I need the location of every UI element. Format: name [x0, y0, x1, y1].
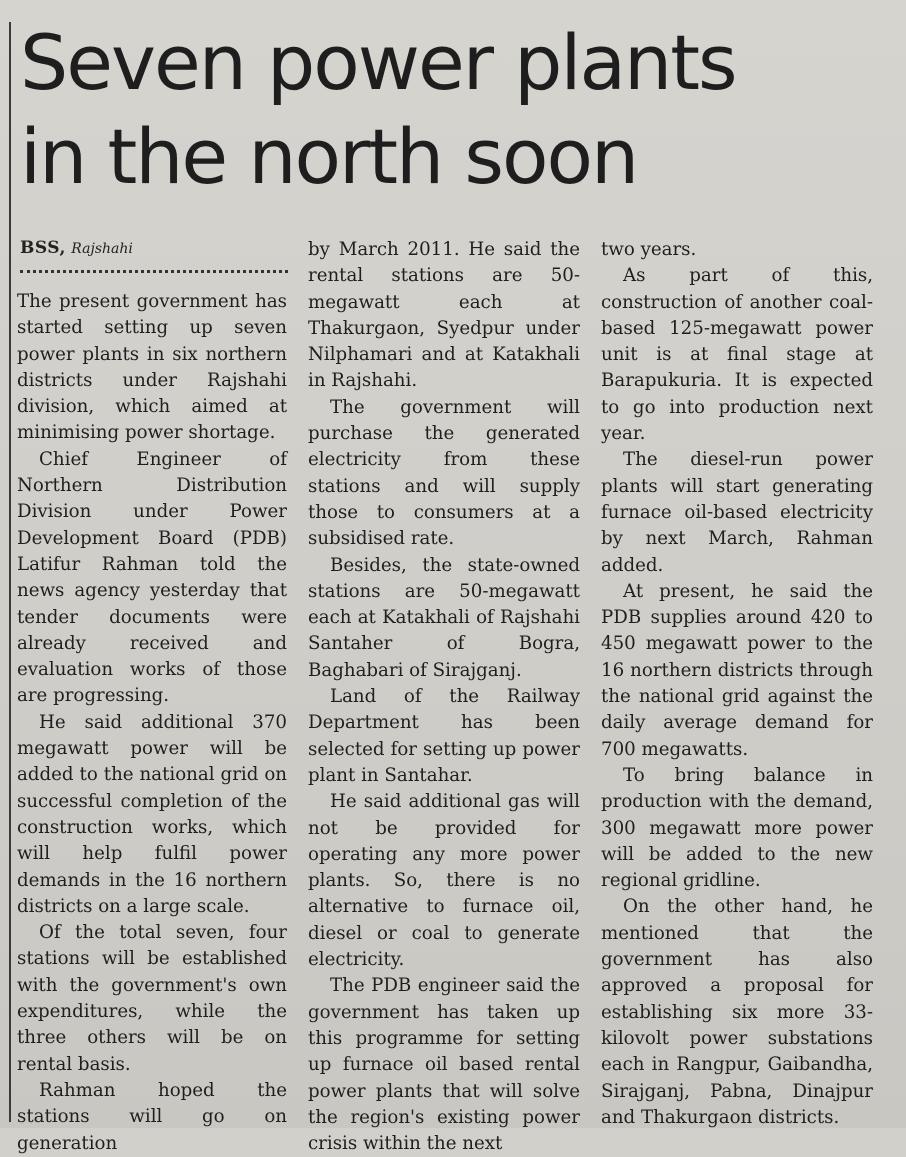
byline-agency: BSS, [20, 238, 66, 258]
article-column-3 [601, 237, 873, 1131]
paragraph: The government will purchase the generated electricity from these stations and will supply those to consumers at a subsidised rate. [308, 396, 580, 550]
paragraph: Of the total seven, four stations will be established with the government's own expenditures, while the three others will be on rental basis. [17, 922, 287, 1075]
article-column-2 [308, 237, 580, 1157]
headline [20, 16, 860, 204]
headline-line-2: in the north soon [20, 112, 638, 201]
paragraph: He said additional gas will not be provided for operating any more power plants. So, there is no alternative to furnace oil, diesel or coal to generate electricity. [308, 791, 580, 971]
paragraph: by March 2011. He said the rental stations are 50-megawatt each at Thakurgaon, Syedpur under Nilphamari and at Katakhali in Rajshahi. [308, 239, 580, 392]
headline-line-1: Seven power plants [20, 18, 736, 107]
paragraph: two years. [601, 239, 697, 260]
paragraph: Chief Engineer of Northern Distribution Division under Power Development Board (PDB) Latifur Rahman told the news agency yesterday that tender documents were already received and evaluation works of those are progressing. [17, 448, 287, 707]
paragraph: The diesel-run power plants will start generating furnace oil-based electricity by next March, Rahman added. [601, 449, 873, 576]
byline [20, 238, 290, 258]
paragraph: The present government has started setting up seven power plants in six northern districts under Rajshahi division, which aimed at minimising power shortage. [17, 291, 287, 444]
paragraph: Land of the Railway Department has been selected for setting up power plant in Santahar. [308, 686, 580, 786]
paragraph: As part of this, construction of another coal-based 125-megawatt power unit is at final stage at Barapukuria. It is expected to go into production next year. [601, 265, 873, 445]
paragraph: Rahman hoped the stations will go on generation [17, 1079, 287, 1154]
paragraph: At present, he said the PDB supplies around 420 to 450 megawatt power to the 16 northern districts through the national grid against the daily average demand for 700 megawatts. [601, 580, 873, 760]
article-column-1 [17, 289, 287, 1157]
column-rule [9, 22, 11, 1122]
paragraph: Besides, the state-owned stations are 50-megawatt each at Katakhali of Rajshahi Santaher of Bogra, Baghabari of Sirajganj. [308, 554, 580, 681]
byline-divider [20, 270, 288, 276]
paragraph: The PDB engineer said the government has taken up this programme for setting up furnace oil based rental power plants that will solve the region's existing power crisis within the next [308, 975, 580, 1155]
paragraph: He said additional 370 megawatt power will be added to the national grid on successful completion of the construction works, which will help fulfil power demands in the 16 northern districts on a large scale. [17, 711, 287, 917]
paragraph: On the other hand, he mentioned that the government has also approved a proposal for establishing six more 33-kilovolt power substations each in Rangpur, Gaibandha, Sirajganj, Pabna, Dinajpur and Thakurgaon districts. [601, 896, 873, 1128]
paragraph: To bring balance in production with the demand, 300 megawatt more power will be added to the new regional gridline. [601, 764, 873, 892]
byline-place: Rajshahi [71, 241, 133, 257]
